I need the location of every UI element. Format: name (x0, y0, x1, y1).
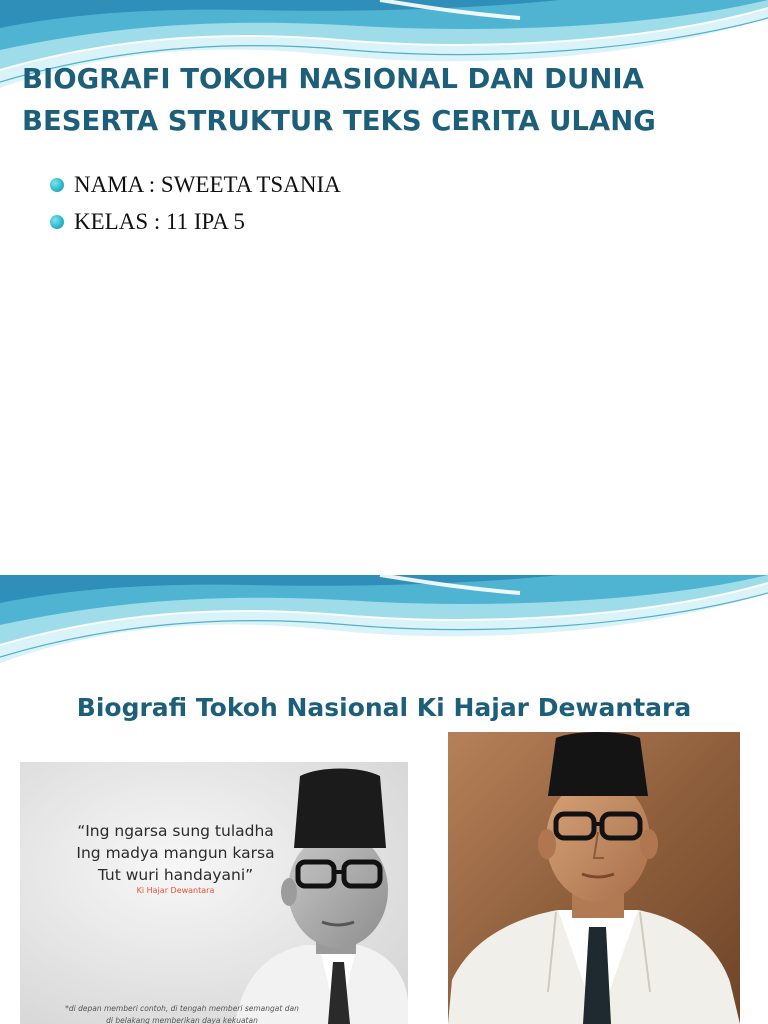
list-item-class (50, 203, 341, 240)
bullet-dot-icon (50, 178, 64, 192)
student-info-list (50, 166, 341, 240)
slide-2-title: Biografi Tokoh Nasional Ki Hajar Dewantara (76, 693, 692, 722)
student-class-text: KELAS : 11 IPA 5 (74, 208, 245, 234)
quote-author: Ki Hajar Dewantara (136, 886, 215, 895)
portrait-painting-illustration (448, 732, 740, 1024)
painted-portrait-image (448, 732, 740, 1024)
header-wave-decoration (0, 575, 768, 667)
slide-2 (0, 575, 768, 1024)
student-name-text: NAMA : SWEETA TSANIA (74, 171, 341, 197)
quote-card-image (20, 762, 408, 1024)
slide-1-title-line-2: BESERTA STRUKTUR TEKS CERITA ULANG (22, 105, 656, 137)
list-item-name (50, 166, 341, 203)
slide-1-title (22, 58, 752, 142)
quote-footnote: *di depan memberi contoh, di tengah memberi semangat dan di belakang memberikan daya kekuatan (65, 1004, 299, 1024)
bullet-dot-icon (50, 215, 64, 229)
quote-text: “Ing ngarsa sung tuladha Ing madya mangun karsa Tut wuri handayani” (76, 822, 275, 884)
slide-1-title-line-1: BIOGRAFI TOKOH NASIONAL DAN DUNIA (22, 63, 644, 95)
